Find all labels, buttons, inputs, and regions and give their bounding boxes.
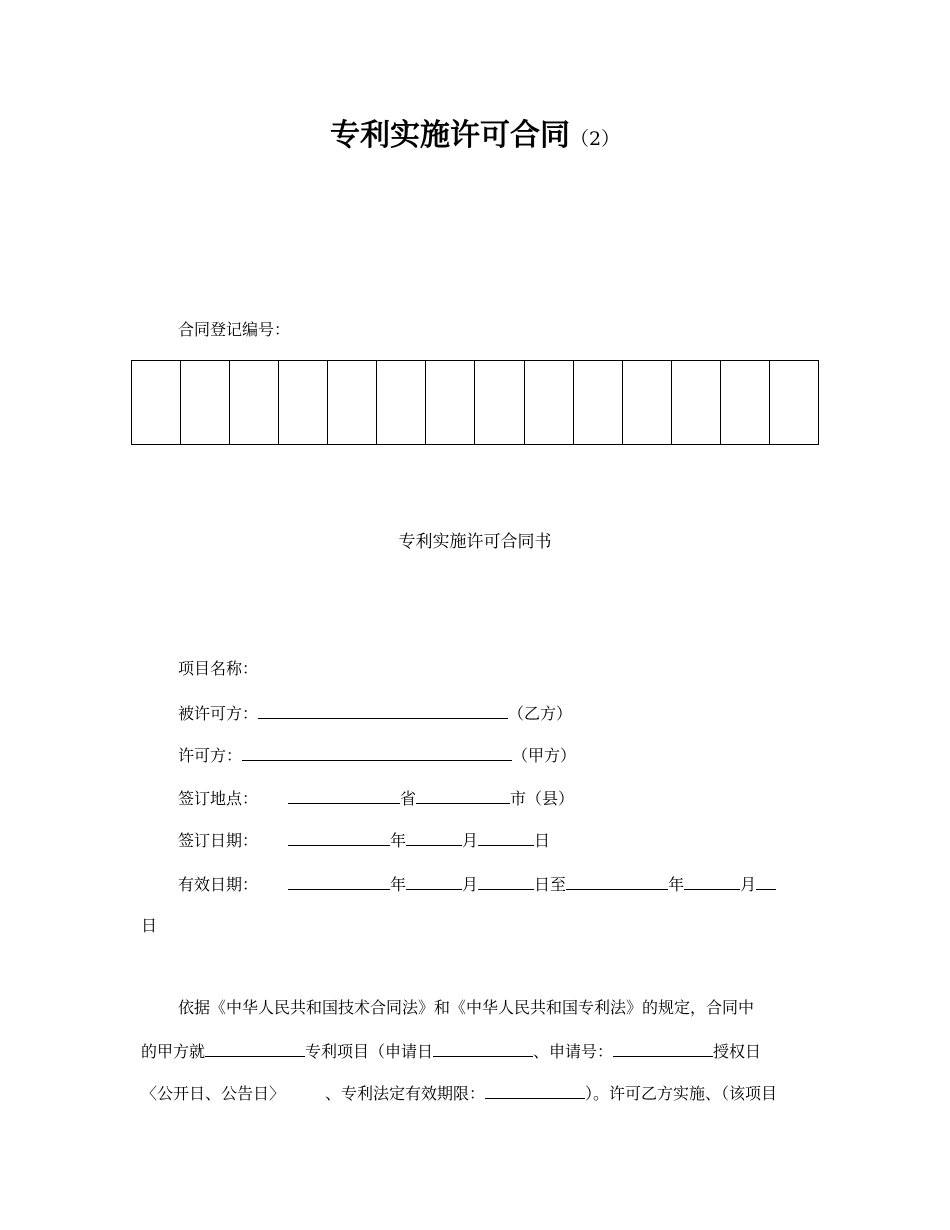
registration-digit-cell[interactable] — [573, 361, 622, 445]
paragraph-text: 〈公开日、公告日〉 — [141, 1084, 286, 1103]
province-blank[interactable] — [288, 786, 400, 804]
registration-digit-cell[interactable] — [622, 361, 671, 445]
licensor-suffix: （甲方） — [512, 746, 577, 765]
licensee-suffix: （乙方） — [508, 704, 573, 723]
registration-digit-cell[interactable] — [671, 361, 720, 445]
licensee-label: 被许可方： — [178, 704, 259, 723]
registration-digit-cell[interactable] — [720, 361, 769, 445]
registration-digit-cell[interactable] — [475, 361, 524, 445]
validity-label: 有效日期： — [178, 875, 259, 894]
end-month-label: 月 — [740, 875, 757, 894]
patent-project-blank[interactable] — [205, 1039, 305, 1057]
paragraph-text: 专利项目（申请日 — [305, 1042, 434, 1061]
end-day-blank[interactable] — [756, 872, 776, 890]
registration-digit-cell[interactable] — [328, 361, 377, 445]
licensor-blank[interactable] — [242, 743, 512, 761]
paragraph-text: 、专利法定有效期限： — [325, 1084, 486, 1103]
paragraph-text: 授权日 — [713, 1042, 762, 1061]
registration-number-label: 合同登记编号： — [178, 320, 291, 339]
project-name-label: 项目名称： — [178, 659, 259, 678]
title-suffix: （2） — [569, 128, 621, 150]
signing-place-label: 签订地点： — [178, 789, 259, 808]
paragraph-line-1: 依据《中华人民共和国技术合同法》和《中华人民共和国专利法》的规定，合同中 — [178, 998, 755, 1017]
day-to-label: 日至 — [534, 875, 567, 894]
registration-digit-cell[interactable] — [377, 361, 426, 445]
registration-digit-cell[interactable] — [230, 361, 279, 445]
registration-digit-cell[interactable] — [769, 361, 818, 445]
registration-digit-cell[interactable] — [181, 361, 230, 445]
year-blank[interactable] — [288, 828, 390, 846]
paragraph-text: 的甲方就 — [141, 1042, 206, 1061]
registration-digit-cell[interactable] — [524, 361, 573, 445]
signing-date-row — [178, 828, 550, 853]
province-label: 省 — [400, 789, 417, 808]
registration-digit-cell[interactable] — [132, 361, 181, 445]
start-year-blank[interactable] — [288, 872, 390, 890]
end-day-label: 日 — [141, 916, 158, 935]
start-day-blank[interactable] — [478, 872, 534, 890]
paragraph-line-3 — [141, 1081, 821, 1106]
validity-row — [178, 872, 776, 897]
application-date-blank[interactable] — [433, 1039, 533, 1057]
paragraph-text: ）。许可乙方实施、（该项目 — [585, 1084, 778, 1103]
contract-subtitle: 专利实施许可合同书 — [398, 532, 552, 552]
day-label: 日 — [534, 831, 551, 850]
licensor-row — [178, 743, 576, 768]
city-blank[interactable] — [416, 786, 510, 804]
month-label: 月 — [462, 831, 479, 850]
registration-number-grid — [131, 360, 819, 445]
page-title: 专利实施许可合同（2） — [329, 118, 621, 153]
end-year-blank[interactable] — [566, 872, 668, 890]
registration-digit-cell[interactable] — [279, 361, 328, 445]
end-month-blank[interactable] — [684, 872, 740, 890]
month-blank[interactable] — [406, 828, 462, 846]
start-month-label: 月 — [462, 875, 479, 894]
signing-place-row — [178, 786, 574, 811]
signing-date-label: 签订日期： — [178, 831, 259, 850]
licensee-row — [178, 701, 572, 726]
end-year-label: 年 — [668, 875, 685, 894]
licensor-label: 许可方： — [178, 746, 243, 765]
paragraph-line-2 — [141, 1039, 821, 1064]
start-month-blank[interactable] — [406, 872, 462, 890]
start-year-label: 年 — [390, 875, 407, 894]
paragraph-text: 、申请号： — [533, 1042, 614, 1061]
year-label: 年 — [390, 831, 407, 850]
day-blank[interactable] — [478, 828, 534, 846]
registration-digit-cell[interactable] — [426, 361, 475, 445]
city-label: 市（县） — [510, 789, 575, 808]
licensee-blank[interactable] — [258, 701, 508, 719]
application-number-blank[interactable] — [613, 1039, 713, 1057]
validity-period-blank[interactable] — [485, 1081, 585, 1099]
